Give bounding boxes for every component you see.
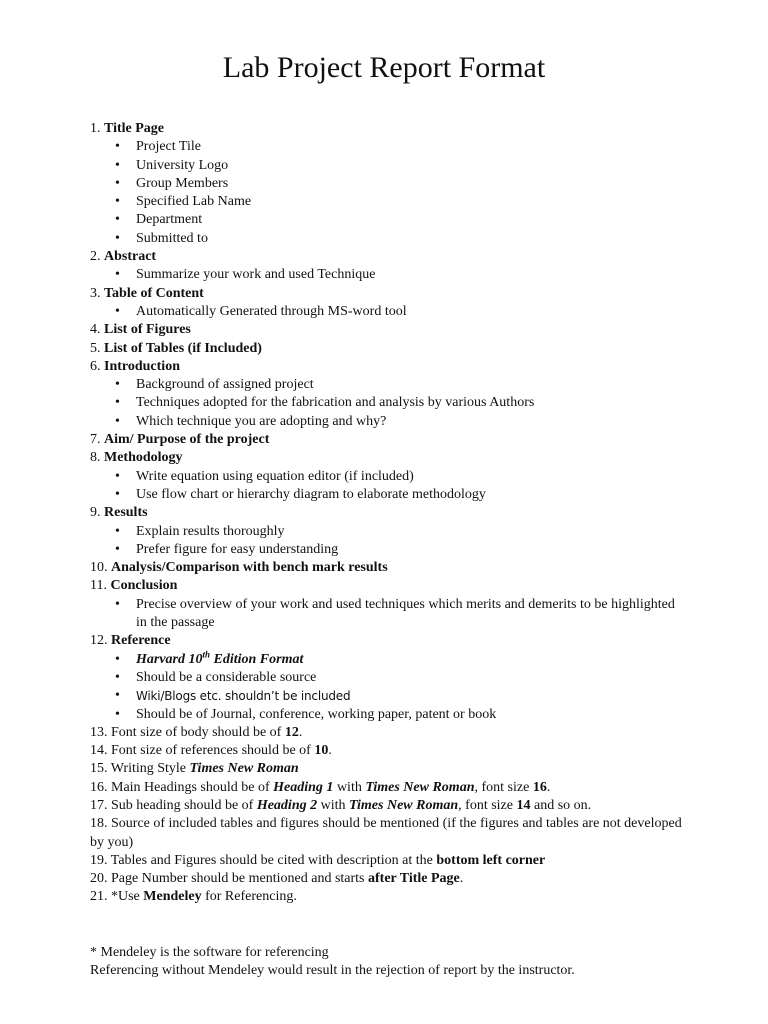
rule-emphasis: Times New Roman bbox=[365, 779, 475, 795]
rule-emphasis: Mendeley bbox=[143, 889, 202, 905]
section-conclusion bbox=[90, 577, 690, 595]
section-heading: Aim/ Purpose of the project bbox=[104, 432, 270, 448]
bullet-icon: • bbox=[115, 486, 120, 502]
rule-text: . bbox=[328, 743, 332, 759]
superscript: th bbox=[202, 648, 211, 659]
list-item bbox=[90, 138, 690, 156]
rule-sub-headings bbox=[90, 797, 690, 815]
section-heading: List of Tables (if Included) bbox=[104, 340, 262, 356]
rule-mendeley bbox=[90, 888, 690, 906]
spacer bbox=[90, 907, 690, 944]
list-item-text: Prefer figure for easy understanding bbox=[136, 541, 339, 557]
rule-page-number bbox=[90, 870, 690, 888]
rule-main-headings bbox=[90, 779, 690, 797]
bullet-icon: • bbox=[115, 377, 120, 393]
section-number: 7. bbox=[90, 432, 101, 448]
list-item bbox=[90, 706, 690, 724]
bullet-icon: • bbox=[115, 651, 120, 667]
list-item-text: Automatically Generated through MS-word tool bbox=[136, 303, 407, 319]
list-item-text: Background of assigned project bbox=[136, 377, 314, 393]
rule-text: , font size bbox=[474, 779, 533, 795]
bullet-icon: • bbox=[115, 175, 120, 191]
rule-text: . bbox=[546, 779, 551, 795]
bullet-icon: • bbox=[115, 157, 120, 173]
section-list-of-figures bbox=[90, 321, 690, 339]
section-heading: Table of Content bbox=[104, 285, 204, 301]
rule-writing-style bbox=[90, 760, 690, 778]
list-item bbox=[90, 541, 690, 559]
rule-text: 19. Tables and Figures should be cited with description at the bbox=[90, 852, 437, 868]
list-item-text: Summarize your work and used Technique bbox=[136, 267, 376, 283]
rule-source-mention bbox=[90, 815, 690, 852]
bullet-icon: • bbox=[115, 230, 120, 246]
list-item-text: Techniques adopted for the fabrication and analysis by various Authors bbox=[136, 395, 535, 411]
rule-text: for Referencing. bbox=[201, 889, 297, 905]
rule-text: and so on. bbox=[530, 797, 592, 813]
rule-text: with bbox=[333, 779, 366, 795]
list-item bbox=[90, 468, 690, 486]
section-number: 8. bbox=[90, 450, 101, 466]
section-number: 3. bbox=[90, 285, 101, 301]
section-number: 9. bbox=[90, 505, 101, 521]
list-item-text: Group Members bbox=[136, 175, 229, 191]
report-format-list bbox=[90, 120, 690, 980]
list-item-text: Wiki/Blogs etc. shouldn’t be included bbox=[136, 689, 351, 704]
list-item bbox=[90, 413, 690, 431]
list-item-text: Use flow chart or hierarchy diagram to elaborate methodology bbox=[136, 486, 486, 502]
section-heading: Reference bbox=[111, 633, 171, 649]
list-item-text: Which technique you are adopting and why? bbox=[136, 413, 387, 429]
rule-text: 20. Page Number should be mentioned and starts bbox=[90, 871, 369, 887]
list-item-text: Department bbox=[136, 212, 203, 228]
bullet-icon: • bbox=[115, 688, 120, 704]
rule-text: 21. *Use bbox=[90, 889, 144, 905]
section-number: 1. bbox=[90, 121, 101, 136]
rule-text: . bbox=[298, 724, 303, 740]
list-item-text: Should be of Journal, conference, working paper, patent or book bbox=[136, 706, 497, 722]
section-reference bbox=[90, 632, 690, 650]
section-number: 6. bbox=[90, 358, 101, 374]
list-item-text: Precise overview of your work and used techniques which merits and demerits to be highlighted in the passage bbox=[136, 596, 675, 631]
list-item-text: Specified Lab Name bbox=[136, 194, 252, 210]
list-item bbox=[90, 669, 690, 687]
list-item-text: Write equation using equation editor (if included) bbox=[136, 468, 414, 484]
bullet-icon: • bbox=[115, 523, 120, 539]
bullet-icon: • bbox=[115, 303, 120, 319]
rule-figure-citation bbox=[90, 852, 690, 870]
section-heading: Results bbox=[104, 505, 148, 521]
rule-emphasis: Heading 1 bbox=[273, 779, 334, 795]
document-title: Lab Project Report Format bbox=[222, 51, 546, 84]
section-number: 12. bbox=[90, 633, 108, 649]
section-number: 5. bbox=[90, 340, 101, 356]
footnote-line-2: Referencing without Mendeley would result in the rejection of report by the instructor. bbox=[90, 963, 575, 979]
bullet-icon: • bbox=[115, 395, 120, 411]
bullet-icon: • bbox=[115, 139, 120, 155]
bullet-icon: • bbox=[115, 194, 120, 210]
bullet-icon: • bbox=[115, 706, 120, 722]
bullet-icon: • bbox=[115, 541, 120, 557]
bullet-icon: • bbox=[115, 212, 120, 228]
section-heading: Methodology bbox=[104, 450, 183, 466]
footnote-line-1: * Mendeley is the software for referencing bbox=[90, 944, 329, 960]
section-heading: Conclusion bbox=[110, 578, 178, 594]
list-item-text: Submitted to bbox=[136, 230, 208, 246]
list-item bbox=[90, 175, 690, 193]
rule-text: with bbox=[317, 797, 349, 813]
list-item bbox=[90, 211, 690, 229]
rule-text: . bbox=[459, 871, 464, 887]
section-number: 10. bbox=[90, 560, 108, 576]
list-item-text: Should be a considerable source bbox=[136, 669, 317, 685]
rule-emphasis: 12 bbox=[284, 724, 299, 740]
section-heading: Analysis/Comparison with bench mark results bbox=[111, 560, 388, 576]
section-number: 4. bbox=[90, 322, 101, 338]
rule-text: , font size bbox=[458, 797, 517, 813]
rule-body-font-size bbox=[90, 724, 690, 742]
section-table-of-content bbox=[90, 285, 690, 303]
list-item bbox=[90, 266, 690, 284]
rule-text: 16. Main Headings should be of bbox=[90, 779, 274, 795]
rule-text: 18. Source of included tables and figures should be mentioned (if the figures and tables are not developed by you) bbox=[90, 816, 682, 850]
section-heading: List of Figures bbox=[104, 322, 191, 338]
section-heading: Title Page bbox=[104, 121, 165, 136]
rule-text: 13. Font size of body should be of bbox=[90, 724, 285, 740]
section-results bbox=[90, 504, 690, 522]
section-aim bbox=[90, 431, 690, 449]
rule-emphasis: Heading 2 bbox=[256, 797, 318, 813]
rule-text: 14. Font size of references should be of bbox=[90, 743, 315, 759]
list-item bbox=[90, 648, 690, 669]
list-item-text: University Logo bbox=[136, 157, 229, 173]
section-list-of-tables bbox=[90, 340, 690, 358]
list-item-text: Edition Format bbox=[210, 651, 304, 667]
bullet-icon: • bbox=[115, 669, 120, 685]
section-methodology bbox=[90, 449, 690, 467]
list-item bbox=[90, 523, 690, 541]
list-item bbox=[90, 394, 690, 412]
section-abstract bbox=[90, 248, 690, 266]
list-item bbox=[90, 230, 690, 248]
rule-text: 15. Writing Style bbox=[90, 761, 190, 777]
list-item-text: Harvard 10 bbox=[136, 651, 203, 667]
bullet-icon: • bbox=[115, 596, 120, 612]
section-title-page bbox=[90, 120, 690, 138]
bullet-icon: • bbox=[115, 267, 120, 283]
list-item bbox=[90, 157, 690, 175]
rule-emphasis: 14 bbox=[516, 797, 531, 813]
section-introduction bbox=[90, 358, 690, 376]
list-item bbox=[90, 193, 690, 211]
list-item-text: Project Tile bbox=[136, 139, 201, 155]
section-number: 11. bbox=[90, 578, 107, 594]
list-item bbox=[90, 376, 690, 394]
section-analysis bbox=[90, 559, 690, 577]
rule-emphasis: 16 bbox=[532, 779, 547, 795]
section-number: 2. bbox=[90, 249, 101, 265]
rule-text: 17. Sub heading should be of bbox=[90, 797, 257, 813]
bullet-icon: • bbox=[115, 413, 120, 429]
section-heading: Introduction bbox=[104, 358, 180, 374]
bullet-icon: • bbox=[115, 468, 120, 484]
rule-emphasis: Times New Roman bbox=[349, 797, 459, 813]
section-heading: Abstract bbox=[104, 249, 157, 265]
list-item bbox=[90, 486, 690, 504]
list-item bbox=[90, 687, 690, 705]
rule-emphasis: after Title Page bbox=[368, 871, 460, 887]
list-item bbox=[90, 596, 676, 633]
rule-emphasis: Times New Roman bbox=[189, 761, 299, 777]
rule-reference-font-size bbox=[90, 742, 690, 760]
rule-emphasis: bottom left corner bbox=[436, 852, 546, 868]
rule-emphasis: 10 bbox=[314, 743, 329, 759]
list-item-text: Explain results thoroughly bbox=[136, 523, 285, 539]
list-item bbox=[90, 303, 690, 321]
